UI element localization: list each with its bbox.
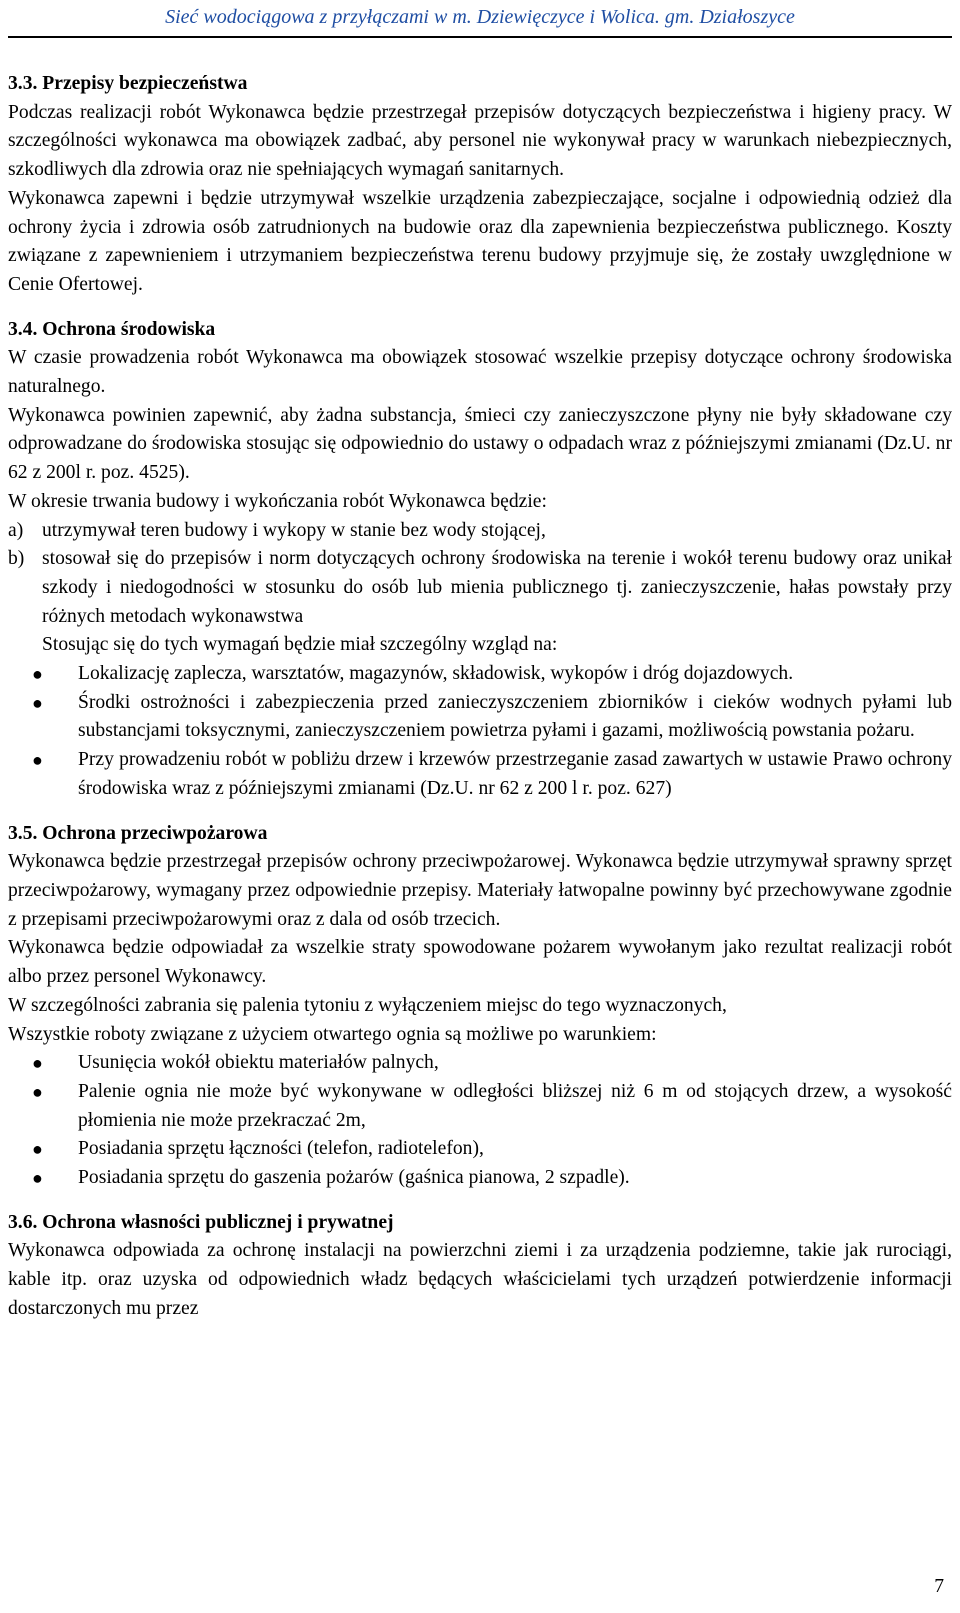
bullet-icon: ● (32, 1139, 43, 1160)
list-item (8, 1049, 952, 1078)
list-item-text: Usunięcia wokół obiektu materiałów palnych, (78, 1052, 439, 1074)
paragraph: W czasie prowadzenia robót Wykonawca ma obowiązek stosować wszelkie przepisy dotyczące ochrony środowiska naturalnego. (8, 347, 952, 398)
section-heading: 3.5. Ochrona przeciwpożarowa (8, 822, 268, 844)
list-marker: a) (8, 519, 24, 541)
list-item (8, 689, 952, 746)
bullet-icon: ● (32, 750, 43, 771)
list-item-text: Palenie ognia nie może być wykonywane w odległości bliższej niż 6 m od stojących drzew, a wysokość płomienia nie może przekraczać 2m, (78, 1080, 952, 1131)
list-item-text: Posiadania sprzętu łączności (telefon, radiotelefon), (78, 1138, 484, 1160)
list-item-text: utrzymywał teren budowy i wykopy w stanie bez wody stojącej, (42, 519, 546, 541)
list-item (8, 517, 952, 546)
list-item-text: stosował się do przepisów i norm dotyczących ochrony środowiska na terenie i wokół terenu budowy oraz unikał szkody i niedogodności w stosunku do osób lub mienia publicznego tj. zanieczyszczenie, hałas powstały przy różnych metodach wykonawstwa (42, 548, 952, 627)
list-marker: b) (8, 548, 25, 570)
bullet-icon: ● (32, 1168, 43, 1189)
list-item-text: Lokalizację zaplecza, warsztatów, magazynów, składowisk, wykopów i dróg dojazdowych. (78, 663, 794, 685)
list-item-text: Posiadania sprzętu do gaszenia pożarów (gaśnica pianowa, 2 szpadle). (78, 1167, 630, 1189)
document-page (8, 0, 952, 1613)
bullet-icon: ● (32, 1081, 43, 1102)
list-item (8, 1135, 952, 1164)
list-item (8, 1164, 952, 1193)
paragraph: W szczególności zabrania się palenia tytoniu z wyłączeniem miejsc do tego wyznaczonych, (8, 994, 727, 1016)
section-3-6 (8, 1209, 952, 1324)
section-3-5 (8, 820, 952, 1193)
section-heading: 3.4. Ochrona środowiska (8, 318, 216, 340)
spacer (8, 300, 952, 316)
paragraph: Stosując się do tych wymagań będzie miał szczególny wzgląd na: (42, 634, 558, 656)
lettered-list (8, 517, 952, 632)
paragraph: Podczas realizacji robót Wykonawca będzie przestrzegał przepisów dotyczących bezpieczeństwa i higieny pracy. W szczególności wykonawca ma obowiązek zadbać, aby personel nie wykonywał pracy w warunkach niebezpiecznych, szkodliwych dla zdrowia oraz nie spełniających wymagań sanitarnych. (8, 101, 952, 181)
list-item-text: Środki ostrożności i zabezpieczenia przed zanieczyszczeniem zbiorników i cieków wodnych pyłami lub substancjami toksycznymi, zanieczyszczeniem powietrza pyłami i gazami, możliwością powstania pożaru. (78, 691, 952, 742)
list-item (8, 746, 952, 803)
section-3-3 (8, 70, 952, 300)
section-3-4 (8, 316, 952, 804)
section-heading: 3.3. Przepisy bezpieczeństwa (8, 73, 248, 94)
list-item-text: Przy prowadzeniu robót w pobliżu drzew i krzewów przestrzeganie zasad zawartych w ustawie Prawo ochrony środowiska wraz z późniejszymi zmianami (Dz.U. nr 62 z 200 l r. poz. 627) (78, 749, 952, 799)
bullet-list (8, 1049, 952, 1193)
section-heading: 3.6. Ochrona własności publicznej i prywatnej (8, 1211, 394, 1233)
paragraph: Wykonawca powinien zapewnić, aby żadna substancja, śmieci czy zanieczyszczone płyny nie były składowane czy odprowadzane do środowiska stosując się odpowiednio do ustawy o odpadach wraz z późniejszymi zmianami (Dz.U. nr 62 z 200l r. poz. 4525). (8, 404, 952, 484)
paragraph: Wykonawca zapewni i będzie utrzymywał wszelkie urządzenia zabezpieczające, socjalne i odpowiednią odzież dla ochrony życia i zdrowia osób zatrudnionych na budowie oraz dla zapewnienia bezpieczeństwa publicznego. Koszty związane z zapewnieniem i utrzymaniem bezpieczeństwa terenu budowy przyjmuje się, że zostały uwzględnione w Cenie Ofertowej. (8, 187, 952, 295)
bullet-icon: ● (32, 692, 43, 713)
spacer (8, 804, 952, 820)
page-number: 7 (934, 1576, 944, 1597)
running-header: Sieć wodociągowa z przyłączami w m. Dziewięczyce i Wolica. gm. Działoszyce (165, 6, 795, 28)
paragraph: Wykonawca odpowiada za ochronę instalacji na powierzchni ziemi i za urządzenia podziemne, takie jak rurociągi, kable itp. oraz uzyska od odpowiednich władz będących właścicielami tych urządzeń potwierdzenie informacji dostarczonych mu przez (8, 1240, 952, 1319)
paragraph: Wszystkie roboty związane z użyciem otwartego ognia są możliwe po warunkiem: (8, 1023, 657, 1045)
document-body (8, 70, 952, 1324)
bullet-list (8, 660, 952, 804)
bullet-icon: ● (32, 1053, 43, 1074)
paragraph: W okresie trwania budowy i wykończania robót Wykonawca będzie: (8, 490, 547, 512)
list-item (8, 545, 952, 631)
bullet-icon: ● (32, 664, 43, 685)
header-rule (8, 36, 952, 38)
spacer (8, 1193, 952, 1209)
paragraph: Wykonawca będzie przestrzegał przepisów ochrony przeciwpożarowej. Wykonawca będzie utrzymywał sprawny sprzęt przeciwpożarowy, wymagany przez odpowiednie przepisy. Materiały łatwopalne powinny być przechowywane zgodnie z przepisami przeciwpożarowymi oraz z dala od osób trzecich. (8, 851, 952, 930)
paragraph: Wykonawca będzie odpowiadał za wszelkie straty spowodowane pożarem wywołanym jako rezultat realizacji robót albo przez personel Wykonawcy. (8, 937, 952, 988)
list-item (8, 1078, 952, 1135)
list-item (8, 660, 952, 689)
